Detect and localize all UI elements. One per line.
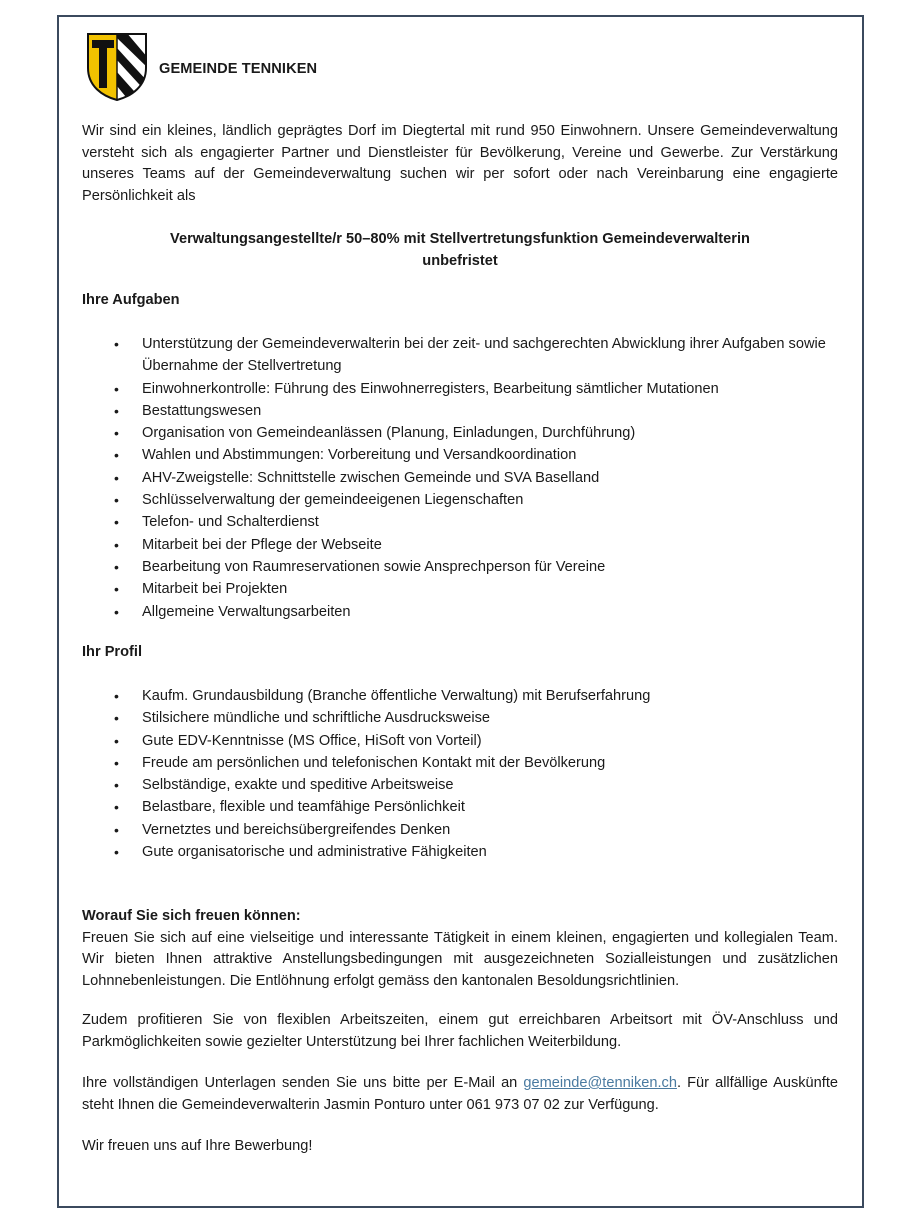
list-item: • Stilsichere mündliche und schriftliche Ausdrucksweise <box>82 707 838 729</box>
email-link[interactable]: gemeinde@tenniken.ch <box>523 1075 677 1091</box>
benefits-paragraph: Freuen Sie sich auf eine vielseitige und interessante Tätigkeit in einem kleinen, engagierten und kollegialen Team. Wir bieten Ihnen attraktive Anstellungsbedingungen mit ausgezeichneten Sozialleistungen und zusätzlichen Lohnnebenleistungen. Die Entlöhnung erfolgt gemäss den kantonalen Besoldungsrichtlinien. <box>82 929 838 989</box>
list-item: • AHV-Zweigstelle: Schnittstelle zwischen Gemeinde und SVA Baselland <box>82 467 838 489</box>
job-subtitle: unbefristet <box>422 253 498 269</box>
list-item: • Wahlen und Abstimmungen: Vorbereitung und Versandkoordination <box>82 444 838 466</box>
list-item: • Mitarbeit bei der Pflege der Webseite <box>82 534 838 556</box>
list-item: • Gute organisatorische und administrative Fähigkeiten <box>82 841 838 863</box>
tasks-heading: Ihre Aufgaben <box>82 292 180 308</box>
list-item: • Belastbare, flexible und teamfähige Persönlichkeit <box>82 796 838 818</box>
list-item: • Mitarbeit bei Projekten <box>82 578 838 600</box>
list-item: • Vernetztes und bereichsübergreifendes Denken <box>82 819 838 841</box>
tasks-list <box>82 333 838 623</box>
list-item: • Gute EDV-Kenntnisse (MS Office, HiSoft von Vorteil) <box>82 730 838 752</box>
list-item: • Selbständige, exakte und speditive Arbeitsweise <box>82 774 838 796</box>
list-item: • Telefon- und Schalterdienst <box>82 511 838 533</box>
list-item: • Freude am persönlichen und telefonischen Kontakt mit der Bevölkerung <box>82 752 838 774</box>
contact-paragraph <box>82 1073 838 1116</box>
benefits-heading: Worauf Sie sich freuen können: <box>82 908 301 924</box>
contact-text-before: Ihre vollständigen Unterlagen senden Sie uns bitte per E-Mail an <box>82 1075 524 1091</box>
profile-heading: Ihr Profil <box>82 644 142 660</box>
municipal-crest-icon <box>86 32 148 102</box>
list-item: • Schlüsselverwaltung der gemeindeeigenen Liegenschaften <box>82 489 838 511</box>
organization-name: GEMEINDE TENNIKEN <box>159 61 318 77</box>
list-item: • Bestattungswesen <box>82 400 838 422</box>
job-title: Verwaltungsangestellte/r 50–80% mit Stellvertretungsfunktion Gemeindeverwalterin <box>170 231 750 247</box>
flexibility-paragraph: Zudem profitieren Sie von flexiblen Arbeitszeiten, einem gut erreichbaren Arbeitsort mit ÖV-Anschluss und Parkmöglichkeiten sowie gezielter Unterstützung bei Ihrer fachlichen Weiterbildung. <box>82 1012 838 1050</box>
document-header <box>86 32 317 102</box>
list-item: • Kaufm. Grundausbildung (Branche öffentliche Verwaltung) mit Berufserfahrung <box>82 685 838 707</box>
intro-paragraph: Wir sind ein kleines, ländlich geprägtes Dorf im Diegtertal mit rund 950 Einwohnern. Unsere Gemeindeverwaltung versteht sich als engagierter Partner und Dienstleister für Bevölkerung, Vereine und Gewerbe. Zur Verstärkung unseres Teams auf der Gemeindeverwaltung suchen wir per sofort oder nach Vereinbarung eine engagierte Persönlichkeit als <box>82 123 838 204</box>
list-item: • Organisation von Gemeindeanlässen (Planung, Einladungen, Durchführung) <box>82 422 838 444</box>
list-item: • Bearbeitung von Raumreservationen sowie Ansprechperson für Vereine <box>82 556 838 578</box>
list-item: • Einwohnerkontrolle: Führung des Einwohnerregisters, Bearbeitung sämtlicher Mutationen <box>82 378 838 400</box>
closing-line: Wir freuen uns auf Ihre Bewerbung! <box>82 1138 313 1154</box>
list-item: • Allgemeine Verwaltungsarbeiten <box>82 601 838 623</box>
benefits-section <box>82 906 838 992</box>
contact-text-after: . Für allfällige Auskünfte steht Ihnen die Gemeindeverwalterin Jasmin Ponturo unter 061 973 07 02 zur Verfügung. <box>82 1075 838 1113</box>
profile-list <box>82 685 838 863</box>
list-item: • Unterstützung der Gemeindeverwalterin bei der zeit- und sachgerechten Abwicklung ihrer Aufgaben sowie Übernahme der Stellvertretung <box>82 333 838 378</box>
job-title-block <box>82 228 838 272</box>
